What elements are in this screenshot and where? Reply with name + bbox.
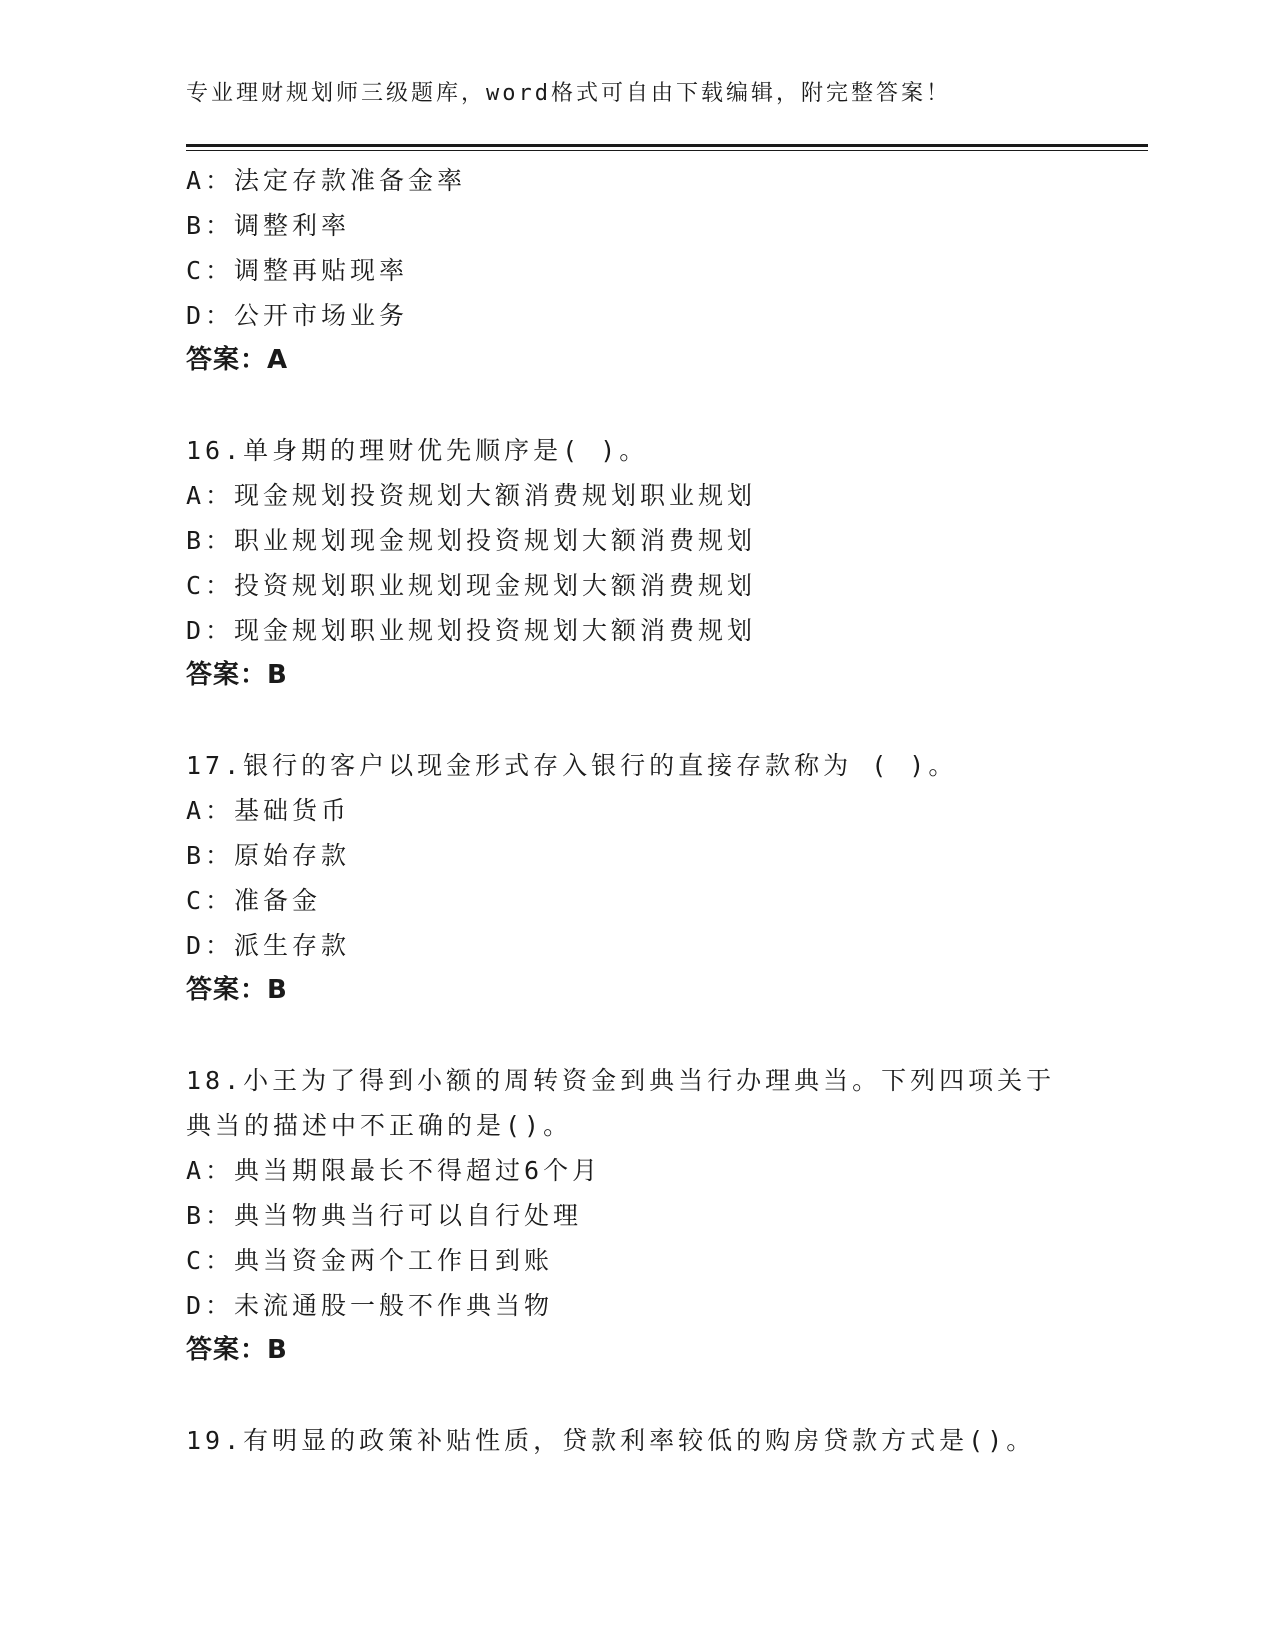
question-block-17 bbox=[186, 743, 1086, 1013]
answer-line: 答案：B bbox=[186, 660, 288, 690]
option-c: C：投资规划职业规划现金规划大额消费规划 bbox=[186, 571, 757, 600]
option-d: D：公开市场业务 bbox=[186, 301, 409, 330]
answer-line: 答案：B bbox=[186, 1335, 288, 1365]
spacer bbox=[186, 698, 1086, 743]
option-a: A：典当期限最长不得超过6个月 bbox=[186, 1156, 602, 1185]
spacer bbox=[186, 1013, 1086, 1058]
option-b: B：调整利率 bbox=[186, 211, 351, 240]
question-stem: 19.有明显的政策补贴性质，贷款利率较低的购房贷款方式是()。 bbox=[186, 1426, 1036, 1455]
spacer bbox=[186, 383, 1086, 428]
question-list bbox=[186, 158, 1086, 1463]
question-stem: 16.单身期的理财优先顺序是( )。 bbox=[186, 436, 649, 465]
option-d: D：未流通股一般不作典当物 bbox=[186, 1291, 554, 1320]
option-a: A：基础货币 bbox=[186, 796, 351, 825]
header-rule-thick bbox=[186, 144, 1148, 147]
question-stem: 17.银行的客户以现金形式存入银行的直接存款称为 ( )。 bbox=[186, 751, 958, 780]
answer-line: 答案：B bbox=[186, 975, 288, 1005]
option-b: B：原始存款 bbox=[186, 841, 351, 870]
page-header: 专业理财规划师三级题库，word格式可自由下载编辑，附完整答案！ bbox=[186, 81, 951, 106]
option-b: B：职业规划现金规划投资规划大额消费规划 bbox=[186, 526, 757, 555]
option-d: D：派生存款 bbox=[186, 931, 351, 960]
question-block-16 bbox=[186, 428, 1086, 698]
question-stem: 18.小王为了得到小额的周转资金到典当行办理典当。下列四项关于典当的描述中不正确的是()。 bbox=[186, 1066, 1056, 1140]
header-rule-thin bbox=[186, 150, 1148, 151]
option-a: A：现金规划投资规划大额消费规划职业规划 bbox=[186, 481, 757, 510]
option-c: C：调整再贴现率 bbox=[186, 256, 409, 285]
question-block-19 bbox=[186, 1418, 1086, 1463]
option-a: A：法定存款准备金率 bbox=[186, 166, 467, 195]
option-d: D：现金规划职业规划投资规划大额消费规划 bbox=[186, 616, 757, 645]
answer-line: 答案：A bbox=[186, 345, 289, 375]
spacer bbox=[186, 1373, 1086, 1418]
option-c: C：典当资金两个工作日到账 bbox=[186, 1246, 554, 1275]
question-block-18 bbox=[186, 1058, 1086, 1373]
question-block-15 bbox=[186, 158, 1086, 383]
option-b: B：典当物典当行可以自行处理 bbox=[186, 1201, 583, 1230]
option-c: C：准备金 bbox=[186, 886, 322, 915]
